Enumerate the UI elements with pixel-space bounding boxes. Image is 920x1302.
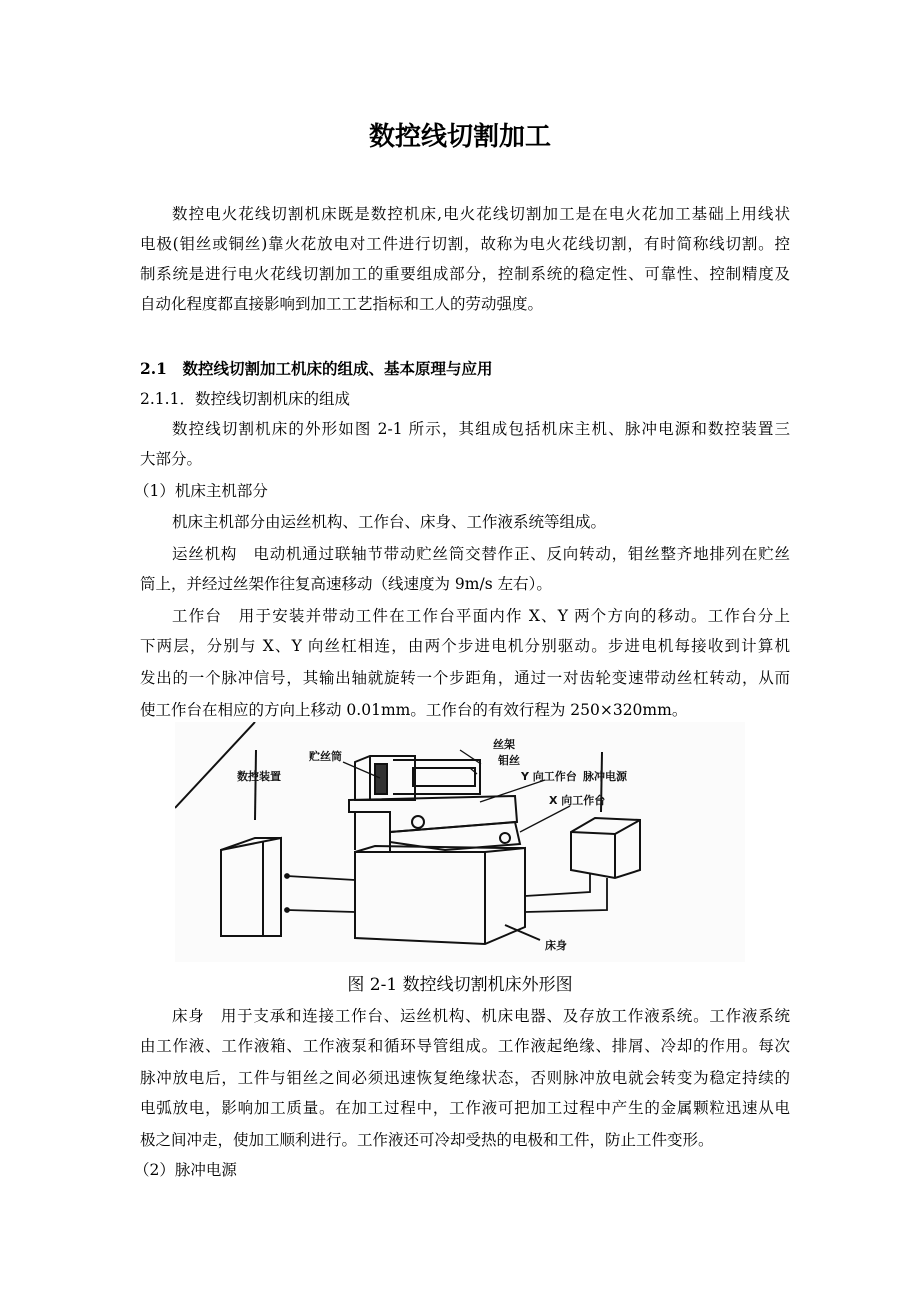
figure-caption: 图 2-1 数控线切割机床外形图: [347, 975, 573, 995]
label-bed: 床身: [545, 939, 567, 952]
bed: [355, 846, 540, 944]
p5-line: 脉冲放电后，工件与钼丝之间必须迅速恢复绝缘状态，否则脉冲放电就会转变为稳定持续的: [140, 1069, 790, 1087]
p3-line: 筒上，并经过丝架作往复高速移动（线速度为 9m/s 左右）。: [140, 575, 552, 593]
p3-line: 运丝机构 电动机通过联轴节带动贮丝筒交替作正、反向转动，钼丝整齐地排列在贮丝: [172, 545, 790, 563]
p4-line: 工作台 用于安装并带动工件在工作台平面内作 X、Y 两个方向的移动。工作台分上: [172, 607, 790, 625]
machine-figure: [175, 722, 745, 962]
item-heading: （1）机床主机部分: [134, 482, 268, 500]
p5-line: 极之间冲走，使加工顺利进行。工作液还可冷却受热的电极和工件，防止工件变形。: [140, 1131, 714, 1149]
label-cnc: 数控装置: [237, 770, 281, 783]
intro-line: 电极(钼丝或铜丝)靠火花放电对工件进行切割，故称为电火花线切割，有时简称线切割。控: [140, 235, 790, 253]
p4-line: 下两层，分别与 X、Y 向丝杠相连，由两个步进电机分别驱动。步进电机每接收到计算机: [140, 637, 790, 655]
item-heading: （2）脉冲电源: [134, 1161, 237, 1179]
cnc-box: [175, 722, 281, 936]
intro-line: 数控电火花线切割机床既是数控机床,电火花线切割加工是在电火花加工基础上用线状: [172, 205, 790, 223]
p1-line: 大部分。: [140, 450, 203, 468]
p2-line: 机床主机部分由运丝机构、工作台、床身、工作液系统等组成。: [172, 513, 607, 531]
label-wire: 钼丝: [498, 754, 520, 767]
label-drum: 贮丝筒: [309, 750, 342, 763]
page-title: 数控线切割加工: [368, 122, 551, 152]
p1-line: 数控线切割机床的外形如图 2-1 所示，其组成包括机床主机、脉冲电源和数控装置三: [172, 420, 790, 438]
p4-line: 发出的一个脉冲信号，其输出轴就旋转一个步距角，通过一对齿轮变速带动丝杠转动，从而: [140, 669, 790, 687]
section-heading: 2.1 数控线切割加工机床的组成、基本原理与应用: [140, 359, 493, 378]
label-ytable: Y 向工作台: [521, 770, 577, 783]
p5-line: 电弧放电，影响加工质量。在加工过程中，工作液可把加工过程中产生的金属颗粒迅速从电: [140, 1099, 790, 1117]
label-power: 脉冲电源: [583, 770, 627, 783]
p5-line: 由工作液、工作液箱、工作液泵和循环导管组成。工作液起绝缘、排屑、冷却的作用。每次: [140, 1037, 790, 1055]
label-frame: 丝架: [493, 738, 515, 751]
p4-line: 使工作台在相应的方向上移动 0.01mm。工作台的有效行程为 250×320mm。: [140, 701, 688, 719]
wire-frame: [355, 756, 480, 800]
tables: [349, 796, 520, 852]
intro-line: 自动化程度都直接影响到加工工艺指标和工人的劳动强度。: [140, 295, 544, 313]
label-xtable: X 向工作台: [549, 794, 606, 807]
intro-line: 制系统是进行电火花线切割加工的重要组成部分，控制系统的稳定性、可靠性、控制精度及: [140, 265, 790, 283]
p5-line: 床身 用于支承和连接工作台、运丝机构、机床电器、及存放工作液系统。工作液系统: [172, 1007, 790, 1025]
subsection-heading: 2.1.1．数控线切割机床的组成: [140, 390, 350, 408]
cables: [285, 874, 607, 912]
